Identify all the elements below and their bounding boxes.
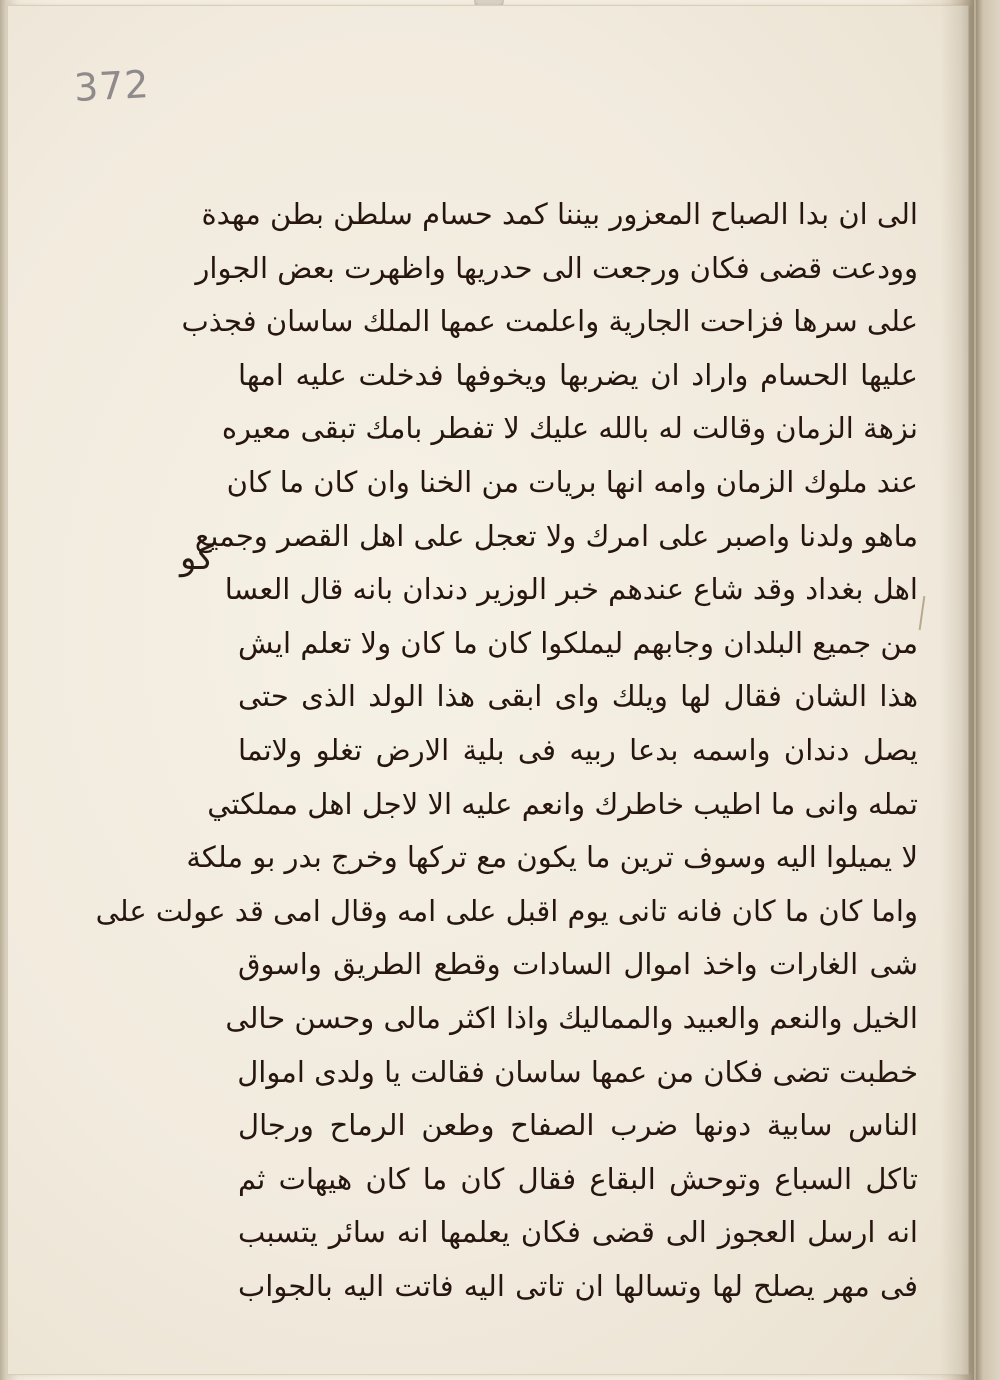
- adjacent-leaf-edge: [976, 0, 1000, 1380]
- text-line-14: واما كان ما كان فانه تانى يوم اقبل على امه وقال امى قد عولت على: [95, 893, 918, 928]
- gutter-shadow: [940, 0, 974, 1380]
- text-line-6: عند ملوك الزمان وامه انها بريات من الخنا وان كان ما كان: [226, 464, 918, 499]
- folio-number: 372: [72, 62, 151, 110]
- text-line-21: فى مهر يصلح لها وتسالها ان تاتى اليه فاتت اليه بالجواب: [238, 1268, 918, 1303]
- text-line-9: من جميع البلدان وجابهم ليملكوا كان ما كان ولا تعلم ايش: [238, 625, 918, 660]
- text-line-20: انه ارسل العجوز الى قضى فكان يعلمها انه سائر يتسبب: [238, 1215, 918, 1250]
- manuscript-page: [8, 6, 968, 1374]
- text-line-5: نزهة الزمان وقالت له بالله عليك لا تفطر بامك تبقى معيره: [221, 411, 918, 446]
- text-line-2: وودعت قضى فكان ورجعت الى حدريها واظهرت بعض الجوار: [195, 250, 918, 285]
- text-line-1: الى ان بدا الصباح المعزور بيننا كمد حسام سلطن بطن مهدة: [201, 197, 918, 231]
- text-line-15: شى الغارات واخذ اموال السادات وقطع الطريق واسوق: [238, 947, 918, 982]
- text-line-16: الخيل والنعم والعبيد والمماليك واذا اكثر مالى وحسن حالى: [225, 1000, 918, 1035]
- text-line-7: ماهو ولدنا واصبر على امرك ولا تعجل على اهل القصر وجميع: [194, 518, 918, 553]
- margin-mark: [919, 596, 926, 630]
- text-line-19: تاكل السباع وتوحش البقاع فقال كان ما كان هيهات ثم: [238, 1161, 918, 1196]
- text-line-4: عليها الحسام واراد ان يضربها ويخوفها فدخلت عليه امها: [238, 357, 918, 392]
- text-line-18: الناس سابية دونها ضرب الصفاح وطعن الرماح ورجال: [238, 1108, 918, 1143]
- text-line-8: اهل بغداد وقد شاع عندهم خبر الوزير دندان بانه قال العسا: [224, 572, 918, 607]
- text-line-17: خطبت تضى فكان من عمها ساسان فقالت يا ولدى اموال: [237, 1054, 918, 1089]
- text-line-10: هذا الشان فقال لها ويلك واى ابقى هذا الولد الذى حتى: [238, 679, 918, 714]
- margin-note: كو: [180, 538, 214, 578]
- body-text: [95, 188, 918, 1313]
- text-line-3: على سرها فزاحت الجارية واعلمت عمها الملك ساسان فجذب: [181, 304, 918, 339]
- text-line-11: يصل دندان واسمه بدعا ربيه فى بلية الارض تغلو ولاتما: [238, 732, 918, 767]
- text-line-12: تمله وانى ما اطيب خاطرك وانعم عليه الا لاجل اهل مملكتي: [207, 786, 918, 821]
- text-line-13: لا يميلوا اليه وسوف ترين ما يكون مع تركها وخرج بدر بو ملكة: [186, 840, 918, 875]
